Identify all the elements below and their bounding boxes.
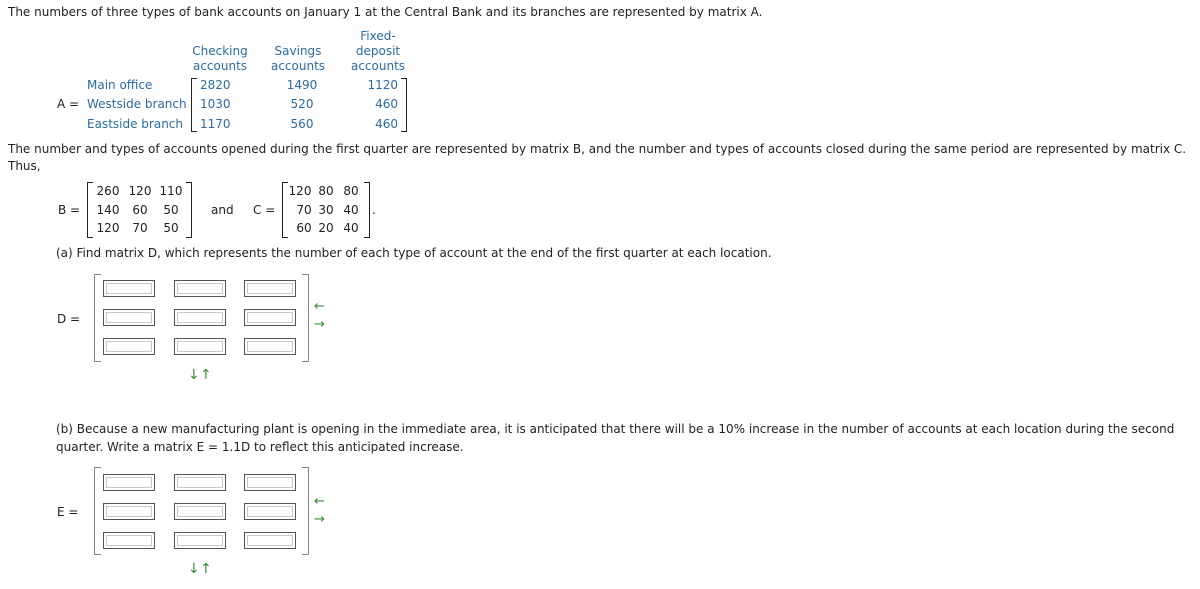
e-input-r2c2[interactable]	[174, 503, 226, 520]
and-text: and	[211, 203, 234, 217]
a-cell: 460	[375, 117, 398, 131]
matrix-e-right-bracket	[302, 467, 309, 555]
b-cell: 50	[163, 221, 179, 235]
matrix-d-label: D =	[57, 312, 81, 326]
arrow-up-icon[interactable]: ↑	[200, 367, 212, 383]
header-savings	[266, 44, 330, 74]
d-input-r3c3[interactable]	[244, 338, 296, 355]
b-cell: 260	[96, 184, 120, 198]
e-input-r2c1[interactable]	[103, 503, 155, 520]
b-cell: 110	[159, 184, 183, 198]
a-cell: 560	[290, 117, 314, 131]
para2-line2: Thus,	[8, 159, 41, 173]
c-cell: 20	[318, 221, 334, 235]
matrix-d-left-bracket	[94, 274, 101, 362]
e-input-r3c2[interactable]	[174, 532, 226, 549]
b-cell: 70	[132, 221, 148, 235]
a-cell: 520	[290, 97, 314, 111]
d-input-r2c1[interactable]	[103, 309, 155, 326]
a-cell: 1120	[367, 78, 398, 92]
part-b-question-line2: quarter. Write a matrix E = 1.1D to reflect this anticipated increase.	[56, 440, 464, 454]
header-savings-line1: Savings	[274, 44, 322, 58]
a-cell: 1490	[286, 78, 318, 92]
matrix-e-left-bracket	[94, 467, 101, 555]
c-cell: 40	[343, 203, 359, 217]
d-input-r1c1[interactable]	[103, 280, 155, 297]
header-checking-line1: Checking	[192, 44, 248, 58]
arrow-right-icon[interactable]: →	[314, 512, 325, 527]
c-cell: 120	[288, 184, 312, 198]
header-fixed-line1: Fixed-	[360, 29, 396, 43]
matrix-e-label: E =	[57, 505, 79, 519]
arrow-right-icon[interactable]: →	[314, 317, 325, 332]
d-input-r2c3[interactable]	[244, 309, 296, 326]
b-cell: 120	[96, 221, 120, 235]
a-cell: 460	[375, 97, 398, 111]
e-input-r3c3[interactable]	[244, 532, 296, 549]
c-cell: 80	[318, 184, 334, 198]
e-input-r2c3[interactable]	[244, 503, 296, 520]
e-input-r1c2[interactable]	[174, 474, 226, 491]
c-cell: 60	[296, 221, 312, 235]
header-fixed-line3: accounts	[350, 59, 406, 73]
header-fixed-line2: deposit	[355, 44, 401, 58]
d-input-r3c2[interactable]	[174, 338, 226, 355]
intro-text: The numbers of three types of bank accounts on January 1 at the Central Bank and its branches are represented by matrix A.	[8, 5, 763, 19]
matrix-c-name: C =	[253, 203, 276, 217]
header-fixed	[346, 29, 410, 74]
c-cell: 30	[318, 203, 334, 217]
arrow-up-icon[interactable]: ↑	[200, 561, 212, 577]
d-input-r3c1[interactable]	[103, 338, 155, 355]
matrix-a-left-bracket	[191, 78, 197, 132]
a-cell: 1030	[200, 97, 231, 111]
b-cell: 140	[96, 203, 120, 217]
b-cell: 60	[132, 203, 148, 217]
matrix-c-right-bracket	[364, 182, 370, 238]
c-cell: 70	[296, 203, 312, 217]
c-cell: 80	[343, 184, 359, 198]
arrow-down-icon[interactable]: ↓	[188, 561, 200, 577]
e-input-r1c3[interactable]	[244, 474, 296, 491]
part-b-question-line1: (b) Because a new manufacturing plant is opening in the immediate area, it is anticipated that there will be a 10% increase in the number of accounts at each location during the second	[56, 422, 1175, 436]
matrix-c-period: .	[372, 203, 376, 217]
part-a-question: (a) Find matrix D, which represents the number of each type of account at the end of the first quarter at each location.	[56, 246, 772, 260]
matrix-b-name: B =	[58, 203, 81, 217]
a-cell: 2820	[200, 78, 231, 92]
header-checking-line2: accounts	[192, 59, 248, 73]
c-cell: 40	[343, 221, 359, 235]
arrow-down-icon[interactable]: ↓	[188, 367, 200, 383]
row-label-westside: Westside branch	[87, 97, 187, 111]
e-input-r1c1[interactable]	[103, 474, 155, 491]
header-checking	[188, 44, 252, 74]
b-cell: 120	[128, 184, 152, 198]
para2-line1: The number and types of accounts opened during the first quarter are represented by matrix B, and the number and types of accounts closed during the same period are represented by matrix C.	[8, 142, 1187, 156]
matrix-a-name: A =	[57, 97, 80, 111]
arrow-left-icon[interactable]: ←	[314, 299, 325, 314]
matrix-a-right-bracket	[401, 78, 407, 132]
header-savings-line2: accounts	[270, 59, 326, 73]
d-input-r1c2[interactable]	[174, 280, 226, 297]
matrix-d-right-bracket	[302, 274, 309, 362]
row-label-main: Main office	[87, 78, 153, 92]
d-input-r1c3[interactable]	[244, 280, 296, 297]
arrow-left-icon[interactable]: ←	[314, 494, 325, 509]
row-label-eastside: Eastside branch	[87, 117, 184, 131]
e-input-r3c1[interactable]	[103, 532, 155, 549]
b-cell: 50	[163, 203, 179, 217]
a-cell: 1170	[200, 117, 231, 131]
d-input-r2c2[interactable]	[174, 309, 226, 326]
